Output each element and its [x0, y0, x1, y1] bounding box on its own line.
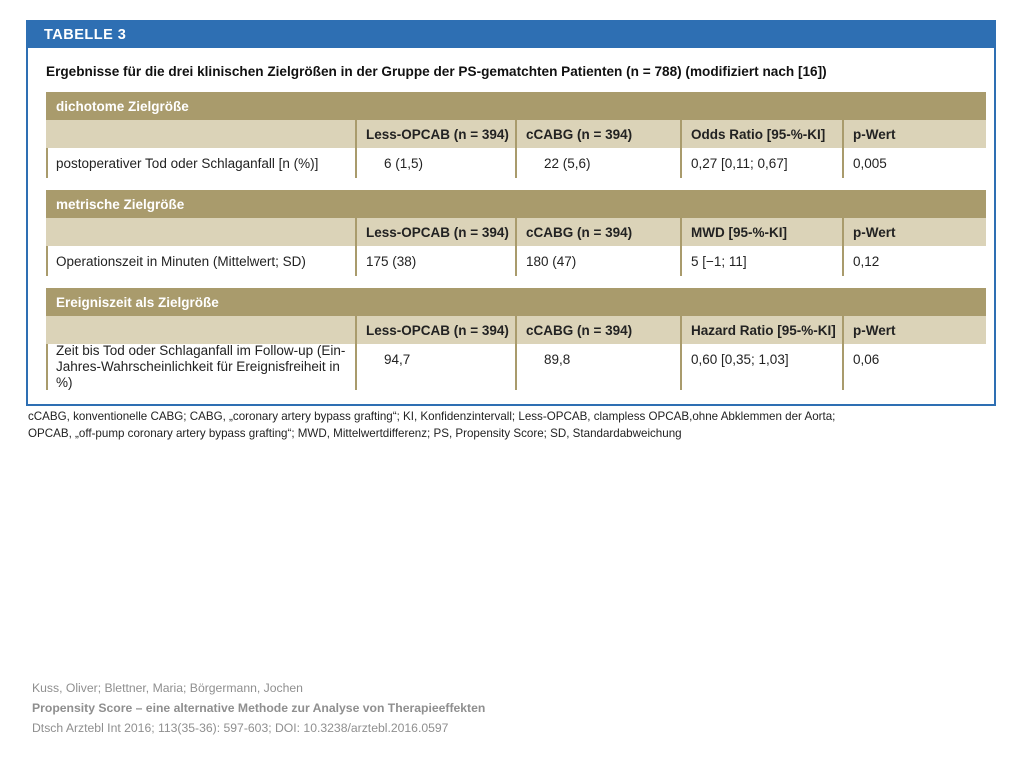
- row-label-line: Zeit bis Tod oder Schlaganfall im Follow-up (Ein-: [56, 343, 346, 358]
- table-title: Ergebnisse für die drei klinischen Zielgrößen in der Gruppe der PS-gematchten Patienten (n = 788) (modifiziert nach [16]): [46, 64, 827, 79]
- table-row: [46, 344, 986, 390]
- citation-authors: Kuss, Oliver; Blettner, Maria; Börgermann, Jochen: [32, 681, 303, 695]
- column-header-effect: Hazard Ratio [95-%-KI]: [691, 322, 836, 338]
- section-dichotomous: [46, 92, 986, 178]
- cell-less-opcab: 175 (38): [366, 253, 417, 269]
- cell-ccabg: 89,8: [544, 352, 571, 367]
- row-label: Operationszeit in Minuten (Mittelwert; SD): [56, 253, 306, 269]
- row-label: postoperativer Tod oder Schlaganfall [n (%)]: [56, 155, 319, 171]
- cell-p-value: 0,06: [853, 352, 880, 367]
- cell-less-opcab: 6 (1,5): [384, 155, 424, 171]
- table-frame: [26, 20, 996, 406]
- column-header-empty: [46, 218, 356, 246]
- column-header-p-value: p-Wert: [853, 322, 896, 338]
- row-label-line: Jahres-Wahrscheinlichkeit für Ereignisfreiheit in %): [56, 359, 340, 390]
- citation-title: Propensity Score – eine alternative Methode zur Analyse von Therapieeffekten: [32, 701, 486, 715]
- column-header-empty: [46, 120, 356, 148]
- column-header-effect: Odds Ratio [95-%-KI]: [691, 126, 826, 142]
- footnote-line: cCABG, konventionelle CABG; CABG, „coronary artery bypass grafting“; KI, Konfidenzintervall; Less-OPCAB, clampless OPCAB,ohne Abklemmen der Aorta;: [28, 410, 836, 423]
- table-banner: [28, 22, 994, 48]
- section-heading: metrische Zielgröße: [46, 190, 986, 218]
- column-header-row: [46, 316, 986, 344]
- footnote-line: OPCAB, „off-pump coronary artery bypass grafting“; MWD, Mittelwertdifferenz; PS, Propensity Score; SD, Standardabweichung: [28, 427, 682, 440]
- column-header-row: [46, 218, 986, 246]
- section-metric: [46, 190, 986, 276]
- citation: [32, 678, 485, 738]
- column-header-less-opcab: Less-OPCAB (n = 394): [366, 322, 509, 338]
- column-header-p-value: p-Wert: [853, 224, 896, 240]
- column-header-ccabg: cCABG (n = 394): [526, 126, 633, 142]
- citation-journal: Dtsch Arztebl Int 2016; 113(35-36): 597-603; DOI: 10.3238/arztebl.2016.0597: [32, 721, 449, 735]
- section-event-time: [46, 288, 986, 390]
- column-header-ccabg: cCABG (n = 394): [526, 322, 633, 338]
- column-header-effect: MWD [95-%-KI]: [691, 224, 787, 240]
- table-row: [46, 246, 986, 276]
- table-row: [46, 148, 986, 178]
- column-header-less-opcab: Less-OPCAB (n = 394): [366, 126, 509, 142]
- cell-effect: 5 [−1; 11]: [691, 253, 747, 269]
- cell-less-opcab: 94,7: [384, 352, 411, 367]
- column-header-empty: [46, 316, 356, 344]
- section-heading: Ereigniszeit als Zielgröße: [46, 288, 986, 316]
- row-label: [46, 344, 356, 390]
- cell-p-value: 0,12: [853, 253, 880, 269]
- column-header-p-value: p-Wert: [853, 126, 896, 142]
- cell-effect: 0,27 [0,11; 0,67]: [691, 155, 788, 171]
- section-heading: dichotome Zielgröße: [46, 92, 986, 120]
- column-header-row: [46, 120, 986, 148]
- column-header-ccabg: cCABG (n = 394): [526, 224, 633, 240]
- cell-ccabg: 22 (5,6): [544, 155, 591, 171]
- column-header-less-opcab: Less-OPCAB (n = 394): [366, 224, 509, 240]
- table-label: TABELLE 3: [44, 27, 127, 43]
- cell-effect: 0,60 [0,35; 1,03]: [691, 352, 789, 367]
- table-footnote: [28, 408, 988, 442]
- cell-p-value: 0,005: [853, 155, 887, 171]
- cell-ccabg: 180 (47): [526, 253, 577, 269]
